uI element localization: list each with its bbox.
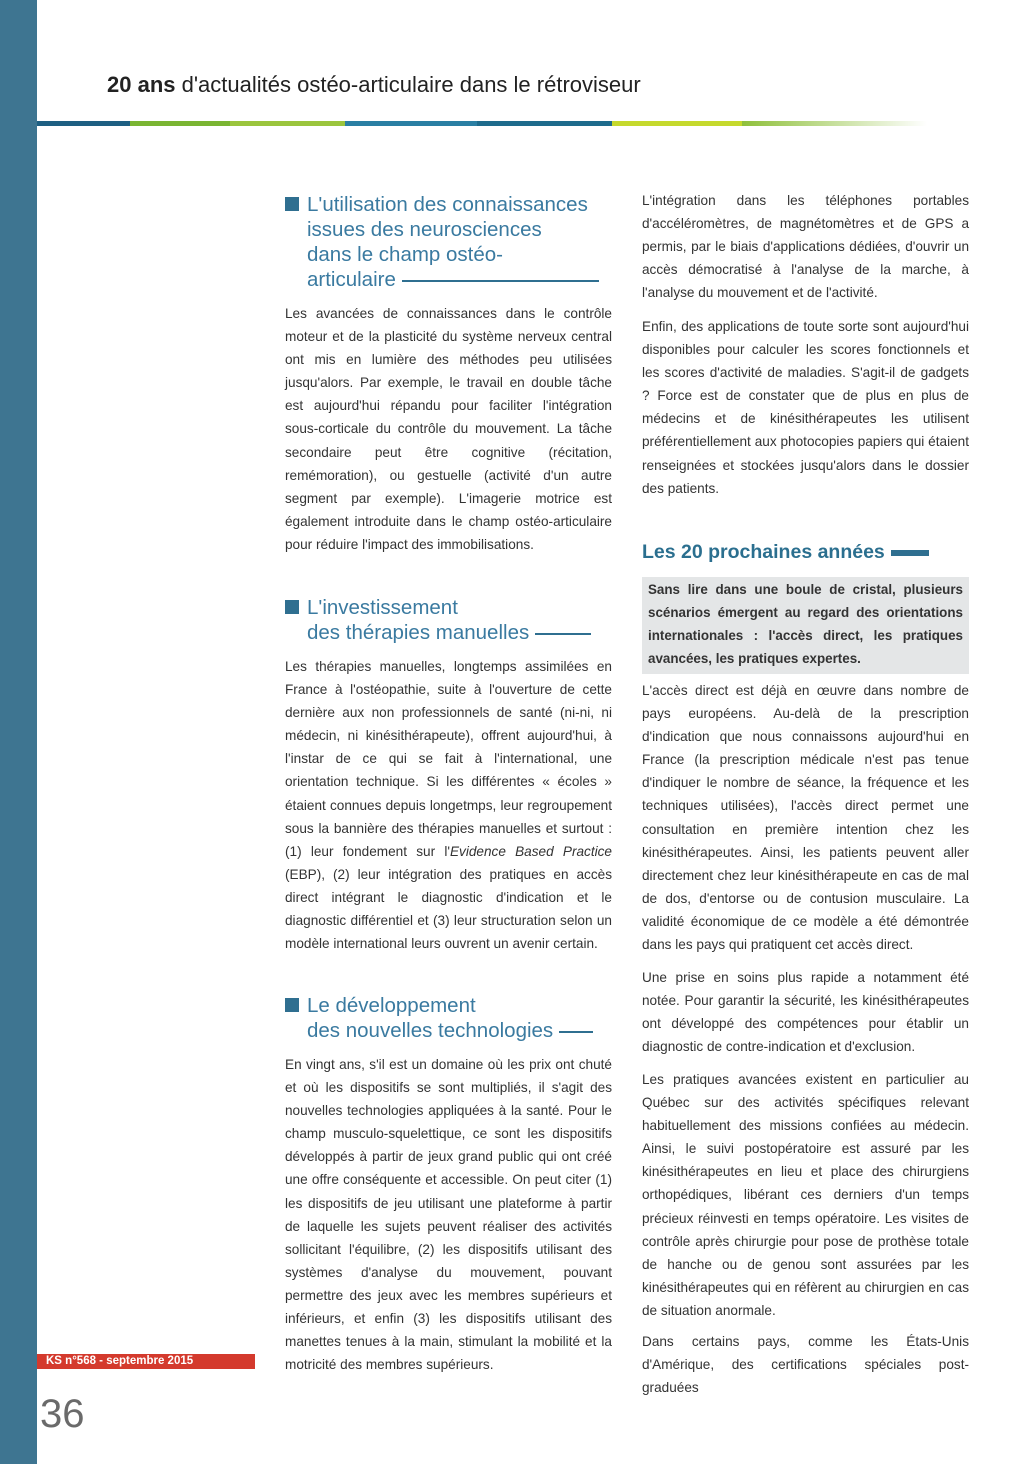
paragraph-italic: Evidence Based Practice [449,843,612,859]
title-dash [402,280,599,282]
paragraph-therapies [285,655,612,955]
header-color-rule [37,121,927,126]
section-title-line: L'investissement [307,596,458,619]
section-square-icon [285,998,299,1012]
section-square-icon [285,197,299,211]
left-margin-bar [0,0,37,1464]
rule-segment [37,121,130,126]
paragraph-certifications: Dans certains pays, comme les États-Unis d'Amérique, des certifications spéciales post-graduées [642,1334,969,1396]
section-title-line: des thérapies manuelles [307,621,530,644]
title-dash [559,1031,593,1033]
paragraph-neurosciences: Les avancées de connaissances dans le contrôle moteur et de la plasticité du système nerveux central ont mis en lumière des méthodes peu utilisées jusqu'alors. Par exemple, le travail en double tâche est aujourd'hui répandu pour faciliter l'intégration sous-corticale du contrôle du mouvement. La tâche secondaire peut être cognitive (récitation, remémoration), ou gestuelle (activité d'un autre segment par exemple). L'imagerie motrice est également introduite dans le champ ostéo-articulaire pour réduire l'impact des immobilisations. [285,306,612,552]
page-number: 36 [40,1392,85,1436]
section-title-neurosciences [285,192,612,292]
section-title-line: L'utilisation des connaissances [307,193,588,216]
paragraph-technologies: En vingt ans, s'il est un domaine où les prix ont chuté et où les dispositifs se sont multipliés, il s'agit des nouvelles technologies appliquées à la santé. Pour le champ musculo-squelettique, ce sont les dispositifs développés à partir de jeux grand public qui ont créé une offre conséquente et accessible. On peut citer (1) les dispositifs de jeu utilisant une plateforme à partir de laquelle les sujets peuvent réaliser des activités sollicitant l'équilibre, (2) les dispositifs utilisant des systèmes d'analyse du mouvement, pouvant permettre des jeux avec les membres supérieurs et inférieurs, et enfin (3) les dispositifs utilisant des manettes tenues à la main, stimulant la mobilité et la motricité des membres supérieurs. [285,1057,612,1373]
header-title-rest: d'actualités ostéo-articulaire dans le rétroviseur [175,72,641,97]
paragraph-text: (EBP), (2) leur intégration des pratiques en accès direct intégrant le diagnostic d'indication et le diagnostic différentiel et (3) leur structuration selon un modèle international leurs ouvrent un avenir certain. [285,866,612,952]
section-title-line: issues des neurosciences [307,218,542,241]
section-title-line: articulaire [307,268,396,291]
paragraph-pratiques-avancees: Les pratiques avancées existent en particulier au Québec sur des activités spécifiques relevant habituellement des missions confiées au médecin. Ainsi, le suivi postopératoire est assuré par les kinésithérapeutes en lieu et place des chirurgiens orthopédiques, libérant ces derniers d'un temps précieux réinvesti en temps opératoire. Les visites de contrôle après chirurgie pour pose de prothèse totale de hanche ou de genou sont assurées par les kinésithérapeutes qui en réfèrent au chirurgien en cas de situation anormale. [642,1072,969,1318]
heading-bar [891,550,929,556]
rule-segment [612,121,742,126]
section-title-line: Le développement [307,994,476,1017]
rule-segment [742,121,927,126]
page-header-title [107,72,641,98]
rule-segment [230,121,345,126]
intro-highlight-box: Sans lire dans une boule de cristal, plusieurs scénarios émergent au regard des orientations internationales : l'accès direct, les pratiques avancées, les pratiques expertes. [642,577,969,674]
heading-text: Les 20 prochaines années [642,541,885,563]
rule-segment [345,121,477,126]
section-title-technologies [285,993,612,1043]
section-title-line: des nouvelles technologies [307,1019,554,1042]
paragraph-text: Les thérapies manuelles, longtemps assimilées en France à l'ostéopathie, suite à l'ouverture de cette dernière aux non professionnels de santé (ni-ni, ni médecin, ni kinésithérapeute), offrent aujourd'hui, à l'instar de ce qui se fait à l'international, une orientation technique. Si les différentes « écoles » étaient connues depuis longetmps, leur regroupement sous la bannière des thérapies manuelles et surtout : (1) leur fondement sur l' [285,659,612,859]
heading-prochaines-annees [642,541,969,564]
rule-segment [130,121,230,126]
paragraph-applications: Enfin, des applications de toute sorte sont aujourd'hui disponibles pour calculer les scores fonctionnels et les scores d'activité de maladies. S'agit-il de gadgets ? Force est de constater que de plus en plus de médecins et de kinésithérapeutes les utilisent préférentiellement aux photocopies papiers qui étaient renseignées et stockées jusqu'alors dans le dossier des patients. [642,319,969,496]
header-title-bold: 20 ans [107,72,176,97]
section-title-line: dans le champ ostéo- [307,243,504,266]
rule-segment [477,121,612,126]
issue-label: KS n°568 - septembre 2015 [37,1354,255,1369]
section-title-therapies [285,595,612,645]
title-dash [535,633,591,635]
section-square-icon [285,600,299,614]
paragraph-acces-direct: L'accès direct est déjà en œuvre dans nombre de pays européens. Au-delà de la prescription d'indication que nous connaissons aujourd'hui en France (la prescription médicale n'est pas tenue d'indiquer le nombre de séance, la fréquence et les techniques utilisées), l'accès direct permet une consultation en première intention chez les kinésithérapeutes. Ainsi, les patients peuvent aller directement chez leur kinésithérapeute en cas de mal de dos, d'entorse ou de contusion musculaire. La validité économique de ce modèle a été démontrée dans les pays qui pratiquent cet accès direct. [642,683,969,953]
paragraph-prise-en-soins: Une prise en soins plus rapide a notamment été notée. Pour garantir la sécurité, les kinésithérapeutes ont développé des compétences pour établir un diagnostic de contre-indication et d'exclusion. [642,970,969,1055]
paragraph-telephones: L'intégration dans les téléphones portables d'accéléromètres, de magnétomètres et de GPS a permis, par le biais d'applications dédiées, d'ouvrir un accès démocratisé à l'analyse de la marche, à l'analyse du mouvement et de l'activité. [642,193,969,301]
